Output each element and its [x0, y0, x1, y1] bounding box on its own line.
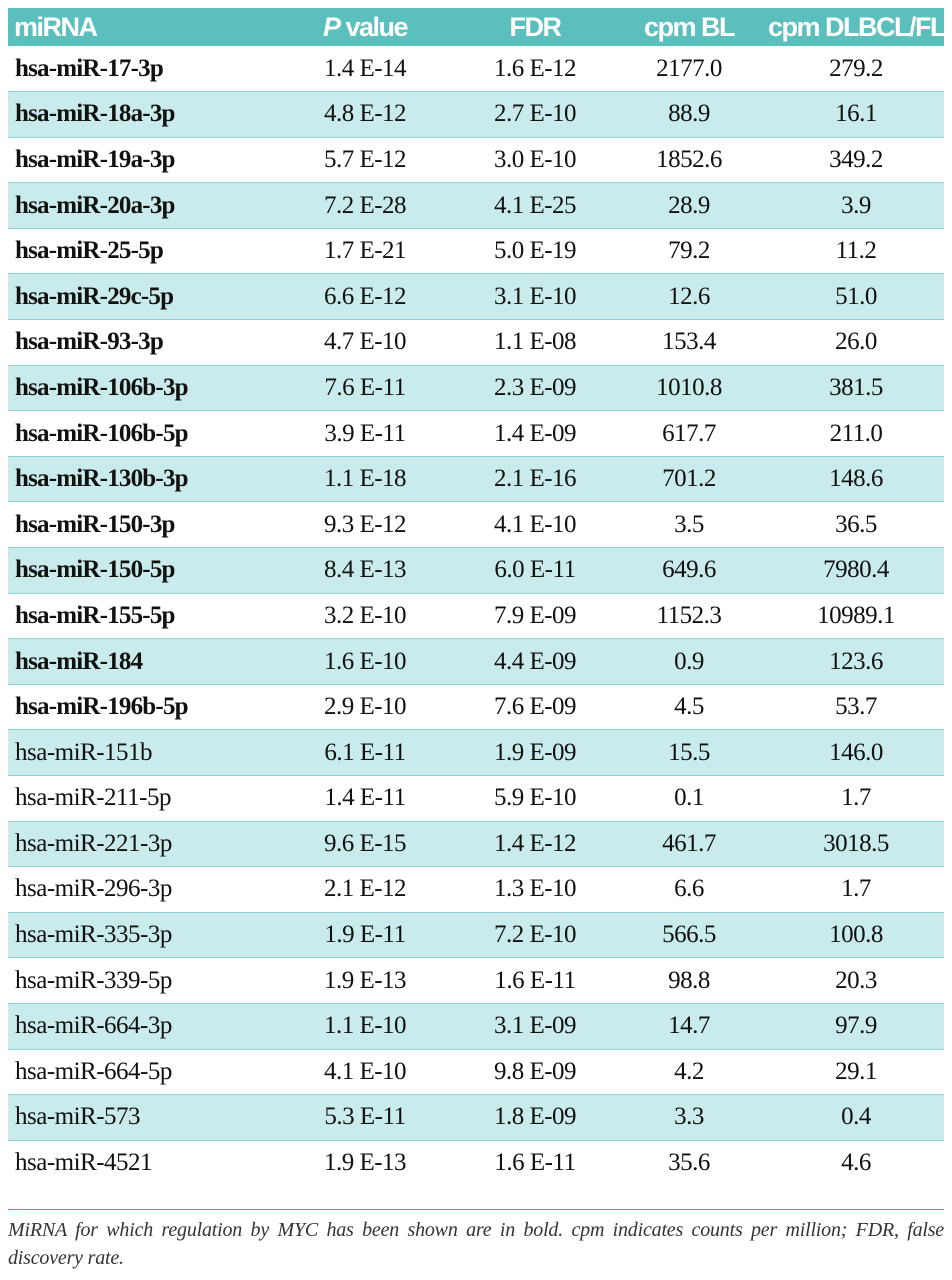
- cell-cpm-dlbcl: 349.2: [829, 145, 883, 173]
- cell-p-value: 1.7 E-21: [323, 237, 407, 265]
- table-row: [8, 821, 944, 867]
- header-mirna: miRNA: [14, 11, 97, 42]
- cell-fdr: 3.1 E-09: [460, 1003, 610, 1049]
- table-row: [8, 502, 944, 548]
- cell-p-value: 1.1 E-10: [270, 1003, 460, 1049]
- cell-cpm-bl: 461.7: [610, 821, 768, 867]
- table-row: [8, 274, 944, 320]
- cell-cpm-dlbcl: 0.4: [768, 1095, 944, 1141]
- cell-mirna: hsa-miR-20a-3p: [8, 183, 270, 229]
- table-row: [8, 639, 944, 685]
- cell-mirna: hsa-miR-17-3p: [15, 54, 163, 82]
- table-body: [8, 46, 944, 1186]
- cell-fdr: 4.4 E-09: [460, 639, 610, 685]
- cell-cpm-bl: 1152.3: [656, 601, 722, 629]
- cell-cpm-bl: 1852.6: [656, 145, 722, 173]
- cell-mirna: hsa-miR-155-5p: [15, 601, 175, 629]
- table-row: [8, 776, 944, 822]
- cell-fdr: 1.1 E-08: [493, 328, 577, 356]
- cell-cpm-dlbcl: 20.3: [835, 966, 877, 994]
- cell-cpm-bl: 4.5: [674, 693, 704, 721]
- cell-fdr: 1.6 E-11: [494, 1149, 576, 1177]
- cell-cpm-bl: 649.6: [610, 548, 768, 594]
- cell-mirna: hsa-miR-130b-3p: [8, 456, 270, 502]
- cell-cpm-bl: 153.4: [662, 328, 716, 356]
- table-row: [8, 228, 944, 274]
- cell-p-value: 6.6 E-12: [270, 274, 460, 320]
- cell-cpm-dlbcl: 146.0: [768, 730, 944, 776]
- cell-cpm-bl: 15.5: [610, 730, 768, 776]
- cell-fdr: 1.4 E-12: [460, 821, 610, 867]
- cell-fdr: 7.9 E-09: [493, 601, 577, 629]
- cell-fdr: 7.6 E-09: [493, 693, 577, 721]
- cell-cpm-dlbcl: 1.7: [841, 875, 871, 903]
- header-cpm-bl: cpm BL: [643, 11, 734, 42]
- cell-p-value: 4.8 E-12: [270, 92, 460, 138]
- cell-p-value: 9.3 E-12: [323, 510, 407, 538]
- table-header: [8, 8, 944, 46]
- header-cpm-dlbcl: cpm DLBCL/FL: [768, 11, 945, 42]
- cell-p-value: 6.1 E-11: [270, 730, 460, 776]
- mirna-table-container: [8, 8, 944, 1186]
- cell-p-value: 4.7 E-10: [323, 328, 407, 356]
- cell-p-value: 1.6 E-10: [270, 639, 460, 685]
- cell-fdr: 1.3 E-10: [493, 875, 577, 903]
- cell-fdr: 3.1 E-10: [460, 274, 610, 320]
- mirna-table: [8, 8, 944, 1186]
- table-row: [8, 1049, 944, 1095]
- cell-cpm-dlbcl: 16.1: [768, 92, 944, 138]
- cell-mirna: hsa-miR-196b-5p: [15, 693, 188, 721]
- cell-mirna: hsa-miR-339-5p: [15, 966, 172, 994]
- cell-cpm-bl: 3.5: [674, 510, 704, 538]
- cell-cpm-dlbcl: 53.7: [835, 693, 877, 721]
- table-row: [8, 1095, 944, 1141]
- cell-p-value: 1.9 E-13: [323, 1149, 407, 1177]
- cell-cpm-bl: 0.1: [674, 784, 704, 812]
- cell-fdr: 1.4 E-09: [493, 419, 577, 447]
- cell-fdr: 3.0 E-10: [493, 145, 577, 173]
- cell-p-value: 3.9 E-11: [324, 419, 406, 447]
- cell-mirna: hsa-miR-106b-5p: [15, 419, 188, 447]
- cell-p-value: 7.6 E-11: [270, 365, 460, 411]
- cell-cpm-bl: 0.9: [610, 639, 768, 685]
- header-p-italic: P: [322, 11, 340, 42]
- cell-fdr: 5.0 E-19: [493, 237, 577, 265]
- cell-mirna: hsa-miR-150-5p: [8, 548, 270, 594]
- cell-p-value: 1.1 E-18: [270, 456, 460, 502]
- header-p-value: [270, 8, 460, 46]
- cell-cpm-dlbcl: 7980.4: [768, 548, 944, 594]
- table-row: [8, 548, 944, 594]
- table-row: [8, 456, 944, 502]
- cell-mirna: hsa-miR-4521: [15, 1149, 153, 1177]
- cell-fdr: 4.1 E-10: [493, 510, 577, 538]
- cell-fdr: 1.6 E-12: [493, 54, 577, 82]
- cell-cpm-dlbcl: 11.2: [835, 237, 877, 265]
- cell-mirna: hsa-miR-211-5p: [15, 784, 171, 812]
- cell-mirna: hsa-miR-19a-3p: [15, 145, 175, 173]
- cell-cpm-bl: 14.7: [610, 1003, 768, 1049]
- cell-cpm-bl: 2177.0: [656, 54, 722, 82]
- cell-p-value: 7.2 E-28: [270, 183, 460, 229]
- cell-cpm-bl: 701.2: [610, 456, 768, 502]
- cell-mirna: hsa-miR-221-3p: [8, 821, 270, 867]
- table-row: [8, 1140, 944, 1186]
- cell-mirna: hsa-miR-106b-3p: [8, 365, 270, 411]
- cell-fdr: 7.2 E-10: [460, 912, 610, 958]
- cell-mirna: hsa-miR-151b: [8, 730, 270, 776]
- cell-p-value: 5.3 E-11: [270, 1095, 460, 1141]
- cell-cpm-dlbcl: 10989.1: [817, 601, 895, 629]
- cell-p-value: 1.9 E-11: [270, 912, 460, 958]
- header-p-rest: value: [339, 11, 408, 42]
- cell-cpm-bl: 566.5: [610, 912, 768, 958]
- table-row: [8, 92, 944, 138]
- cell-cpm-dlbcl: 29.1: [835, 1057, 877, 1085]
- cell-p-value: 4.1 E-10: [323, 1057, 407, 1085]
- cell-cpm-bl: 6.6: [674, 875, 704, 903]
- table-row: [8, 867, 944, 913]
- cell-cpm-bl: 35.6: [668, 1149, 710, 1177]
- cell-cpm-bl: 617.7: [662, 419, 716, 447]
- cell-cpm-dlbcl: 3.9: [768, 183, 944, 229]
- cell-cpm-dlbcl: 36.5: [835, 510, 877, 538]
- table-bottom-rule: [8, 1209, 944, 1210]
- cell-cpm-bl: 3.3: [610, 1095, 768, 1141]
- table-row: [8, 365, 944, 411]
- cell-p-value: 9.6 E-15: [270, 821, 460, 867]
- cell-cpm-bl: 88.9: [610, 92, 768, 138]
- table-row: [8, 411, 944, 457]
- cell-mirna: hsa-miR-25-5p: [15, 237, 163, 265]
- table-row: [8, 320, 944, 366]
- cell-fdr: 1.6 E-11: [494, 966, 576, 994]
- cell-fdr: 2.3 E-09: [460, 365, 610, 411]
- cell-fdr: 5.9 E-10: [493, 784, 577, 812]
- cell-cpm-dlbcl: 123.6: [768, 639, 944, 685]
- cell-cpm-dlbcl: 100.8: [768, 912, 944, 958]
- table-row: [8, 730, 944, 776]
- cell-cpm-dlbcl: 148.6: [768, 456, 944, 502]
- cell-mirna: hsa-miR-664-3p: [8, 1003, 270, 1049]
- cell-p-value: 2.1 E-12: [323, 875, 407, 903]
- table-row: [8, 46, 944, 92]
- cell-fdr: 9.8 E-09: [493, 1057, 577, 1085]
- cell-cpm-dlbcl: 4.6: [841, 1149, 871, 1177]
- cell-mirna: hsa-miR-150-3p: [15, 510, 175, 538]
- cell-cpm-bl: 28.9: [610, 183, 768, 229]
- cell-cpm-bl: 1010.8: [610, 365, 768, 411]
- cell-cpm-dlbcl: 26.0: [835, 328, 877, 356]
- cell-mirna: hsa-miR-296-3p: [15, 875, 172, 903]
- table-row: [8, 1003, 944, 1049]
- cell-p-value: 8.4 E-13: [270, 548, 460, 594]
- cell-mirna: hsa-miR-18a-3p: [8, 92, 270, 138]
- table-row: [8, 912, 944, 958]
- table-row: [8, 958, 944, 1004]
- cell-fdr: 1.8 E-09: [460, 1095, 610, 1141]
- cell-fdr: 2.7 E-10: [460, 92, 610, 138]
- table-row: [8, 684, 944, 730]
- cell-cpm-bl: 12.6: [610, 274, 768, 320]
- header-fdr: FDR: [509, 11, 561, 42]
- cell-fdr: 1.9 E-09: [460, 730, 610, 776]
- cell-cpm-bl: 4.2: [674, 1057, 704, 1085]
- cell-p-value: 1.4 E-14: [323, 54, 407, 82]
- cell-mirna: hsa-miR-29c-5p: [8, 274, 270, 320]
- cell-cpm-dlbcl: 279.2: [829, 54, 883, 82]
- cell-cpm-dlbcl: 211.0: [829, 419, 883, 447]
- cell-p-value: 1.4 E-11: [324, 784, 406, 812]
- cell-cpm-dlbcl: 3018.5: [768, 821, 944, 867]
- cell-p-value: 2.9 E-10: [323, 693, 407, 721]
- cell-mirna: hsa-miR-93-3p: [15, 328, 163, 356]
- cell-cpm-bl: 98.8: [668, 966, 710, 994]
- cell-p-value: 3.2 E-10: [323, 601, 407, 629]
- cell-p-value: 5.7 E-12: [323, 145, 407, 173]
- table-row: [8, 183, 944, 229]
- cell-fdr: 2.1 E-16: [460, 456, 610, 502]
- cell-cpm-bl: 79.2: [668, 237, 710, 265]
- cell-p-value: 1.9 E-13: [323, 966, 407, 994]
- cell-fdr: 6.0 E-11: [460, 548, 610, 594]
- cell-cpm-dlbcl: 381.5: [768, 365, 944, 411]
- cell-mirna: hsa-miR-664-5p: [15, 1057, 172, 1085]
- cell-mirna: hsa-miR-573: [8, 1095, 270, 1141]
- cell-mirna: hsa-miR-184: [8, 639, 270, 685]
- cell-mirna: hsa-miR-335-3p: [8, 912, 270, 958]
- cell-cpm-dlbcl: 1.7: [841, 784, 871, 812]
- cell-cpm-dlbcl: 51.0: [768, 274, 944, 320]
- table-row: [8, 137, 944, 183]
- header-row: [8, 8, 944, 46]
- table-footnote: MiRNA for which regulation by MYC has been shown are in bold. cpm indicates counts per million; FDR, false discovery rate.: [8, 1219, 944, 1269]
- cell-fdr: 4.1 E-25: [460, 183, 610, 229]
- cell-cpm-dlbcl: 97.9: [768, 1003, 944, 1049]
- table-row: [8, 593, 944, 639]
